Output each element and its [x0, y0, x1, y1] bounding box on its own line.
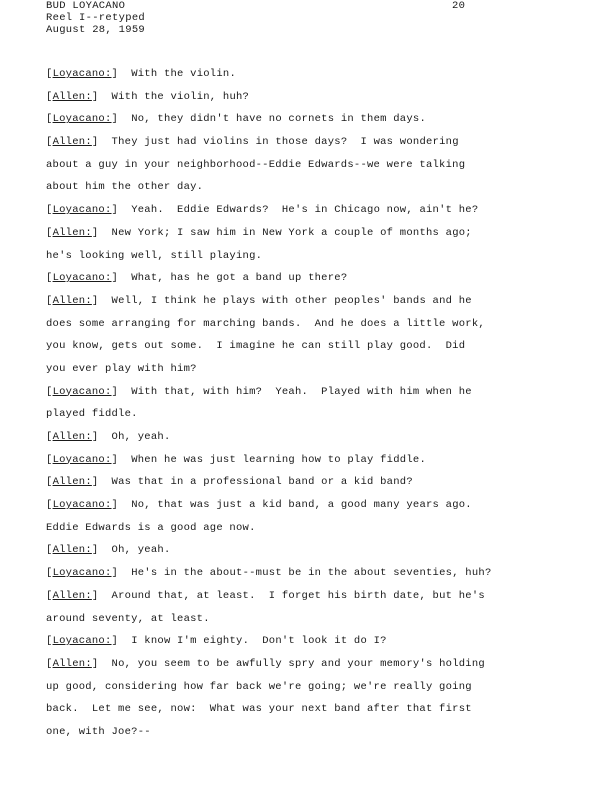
transcript-line: [Allen:] Was that in a professional band or a kid band? — [46, 476, 413, 489]
transcript-line: [Allen:] Oh, yeah. — [46, 544, 171, 557]
line-text: They just had violins in those days? I was wondering — [98, 136, 459, 149]
speaker-label: Loyacano: — [52, 567, 112, 580]
transcript-line: [Allen:] New York; I saw him in New York a couple of months ago; — [46, 226, 472, 239]
speaker-label: Loyacano: — [52, 272, 112, 285]
line-text: Yeah. Eddie Edwards? He's in Chicago now, ain't he? — [118, 204, 479, 217]
line-text: he's looking well, still playing. — [46, 249, 263, 262]
line-text: Oh, yeah. — [98, 431, 171, 443]
line-text: about a guy in your neighborhood--Eddie Edwards--we were talking — [46, 158, 466, 171]
line-text: about him the other day. — [46, 181, 204, 194]
transcript-line — [46, 313, 516, 336]
line-text: Oh, yeah. — [98, 544, 171, 557]
line-text: you know, gets out some. I imagine he can still play good. Did — [46, 340, 466, 353]
interviewee-name: BUD LOYACANO — [46, 0, 126, 12]
transcript-line: [Loyacano:] He's in the about--must be in the about seventies, huh? — [46, 567, 492, 580]
line-text: I know I'm eighty. Don't look it do I? — [118, 635, 387, 648]
transcript-line — [46, 403, 516, 426]
transcript-line: [Loyacano:] No, that was just a kid band, a good many years ago. — [46, 499, 472, 512]
transcript-line: [Allen:] No, you seem to be awfully spry and your memory's holding — [46, 657, 485, 670]
transcript-line: [Allen:] They just had violins in those days? I was wondering — [46, 136, 459, 149]
speaker-label: Allen: — [52, 657, 92, 670]
transcript-line: [Allen:] Around that, at least. I forget his birth date, but he's — [46, 589, 485, 602]
line-text: one, with Joe?-- — [46, 725, 151, 738]
transcript-line: [Loyacano:] With that, with him? Yeah. Played with him when he — [46, 385, 472, 398]
line-text: When he was just learning how to play fiddle. — [118, 453, 426, 466]
line-text: you ever play with him? — [46, 362, 197, 375]
page-number: 20 — [452, 0, 466, 12]
line-text: does some arranging for marching bands. And he does a little work, — [46, 317, 485, 330]
speaker-label: Loyacano: — [52, 453, 112, 466]
transcript-body — [46, 63, 516, 744]
speaker-label: Loyacano: — [52, 113, 112, 126]
transcript-line — [46, 517, 516, 540]
line-text: back. Let me see, now: What was your next band after that first — [46, 703, 472, 716]
speaker-label: Loyacano: — [52, 385, 112, 398]
transcript-line — [46, 698, 516, 721]
line-text: around seventy, at least. — [46, 612, 210, 625]
transcript-line — [46, 358, 516, 381]
line-text: up good, considering how far back we're going; we're really going — [46, 680, 472, 693]
line-text: Well, I think he plays with other peoples' bands and he — [98, 294, 472, 307]
document-header — [46, 0, 145, 36]
line-text: Eddie Edwards is a good age now. — [46, 521, 256, 534]
transcript-line: [Loyacano:] I know I'm eighty. Don't look it do I? — [46, 635, 387, 648]
speaker-label: Allen: — [52, 431, 92, 443]
line-text: played fiddle. — [46, 408, 138, 421]
line-text: With the violin, huh? — [98, 90, 250, 103]
speaker-label: Allen: — [52, 589, 92, 602]
line-text: What, has he got a band up there? — [118, 272, 348, 285]
transcript-line — [46, 676, 516, 699]
transcript-line — [46, 154, 516, 177]
speaker-label: Allen: — [52, 226, 92, 239]
speaker-label: Allen: — [52, 90, 92, 103]
speaker-label: Allen: — [52, 136, 92, 149]
line-text: No, you seem to be awfully spry and your memory's holding — [98, 657, 485, 670]
line-text: New York; I saw him in New York a couple of months ago; — [98, 226, 472, 239]
transcript-line — [46, 176, 516, 199]
speaker-label: Loyacano: — [52, 635, 112, 648]
reel-label: Reel I--retyped — [46, 12, 146, 24]
transcript-line: [Allen:] Oh, yeah. — [46, 431, 171, 443]
interview-date: August 28, 1959 — [46, 24, 146, 36]
transcript-line — [46, 608, 516, 631]
transcript-line: [Allen:] With the violin, huh? — [46, 90, 250, 103]
speaker-label: Loyacano: — [52, 499, 112, 512]
transcript-line — [46, 721, 516, 744]
line-text: Was that in a professional band or a kid band? — [98, 476, 413, 489]
speaker-label: Allen: — [52, 544, 92, 557]
line-text: No, that was just a kid band, a good many years ago. — [118, 499, 472, 512]
line-text: No, they didn't have no cornets in them days. — [118, 113, 426, 126]
transcript-line: [Loyacano:] With the violin. — [46, 68, 237, 80]
line-text: With that, with him? Yeah. Played with him when he — [118, 385, 472, 398]
speaker-label: Allen: — [52, 294, 92, 307]
transcript-line — [46, 335, 516, 358]
transcript-line: [Loyacano:] What, has he got a band up there? — [46, 272, 348, 285]
speaker-label: Allen: — [52, 476, 92, 489]
speaker-label: Loyacano: — [52, 68, 112, 80]
line-text: He's in the about--must be in the about seventies, huh? — [118, 567, 492, 580]
transcript-line: [Allen:] Well, I think he plays with other peoples' bands and he — [46, 294, 472, 307]
line-text: Around that, at least. I forget his birth date, but he's — [98, 589, 485, 602]
line-text: With the violin. — [118, 68, 237, 80]
transcript-line: [Loyacano:] No, they didn't have no cornets in them days. — [46, 113, 426, 126]
transcript-line: [Loyacano:] Yeah. Eddie Edwards? He's in Chicago now, ain't he? — [46, 204, 479, 217]
transcript-line — [46, 245, 516, 268]
speaker-label: Loyacano: — [52, 204, 112, 217]
transcript-line: [Loyacano:] When he was just learning how to play fiddle. — [46, 453, 426, 466]
